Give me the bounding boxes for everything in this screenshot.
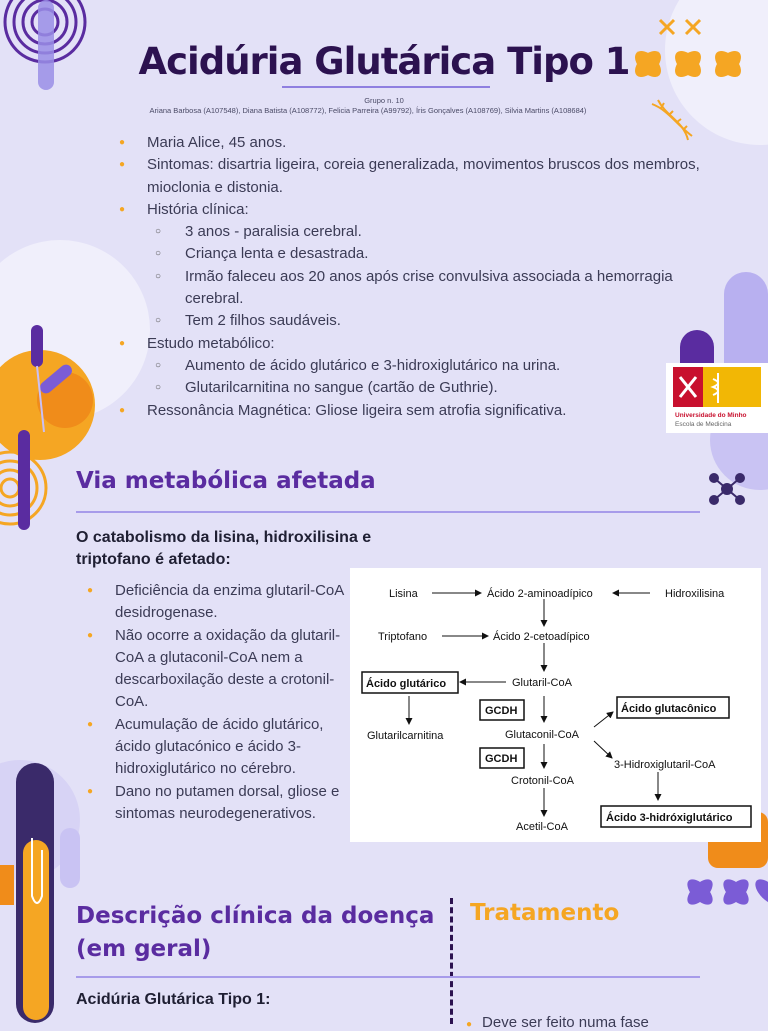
case-item: ● História clínica: — [115, 199, 715, 221]
group-number: Grupo n. 10 — [364, 96, 404, 105]
page-title: Acidúria Glutárica Tipo 1 — [138, 40, 630, 83]
case-item: ● Sintomas: disartria ligeira, coreia generalizada, movimentos bruscos dos membros, mioclonia e distonia. — [115, 154, 715, 199]
university-logo — [666, 363, 768, 433]
node-aminoadipico: Ácido 2-aminoadípico — [487, 588, 593, 600]
pathway-svg — [350, 568, 761, 842]
via-subtitle: O catabolismo da lisina, hidroxilisina e triptofano é afetado: — [76, 529, 372, 568]
petal-pattern-purple-icon — [683, 875, 768, 909]
node-acido-glutaconico: Ácido glutacônico — [621, 703, 717, 715]
node-lisina: Lisina — [389, 588, 418, 600]
case-item: ● Maria Alice, 45 anos. — [115, 132, 715, 154]
via-list — [83, 580, 348, 825]
section-divider — [76, 511, 700, 513]
pathway-diagram — [350, 568, 761, 842]
title-underline — [282, 86, 490, 88]
pathway-boxes — [362, 672, 751, 827]
node-acetil-coa: Acetil-CoA — [516, 821, 568, 833]
via-item: ● Acumulação de ácido glutárico, ácido glutacónico e ácido 3-hidroxiglutárico no cérebro. — [83, 714, 348, 781]
via-item: ● Dano no putamen dorsal, gliose e sintomas neurodegenerativos. — [83, 781, 348, 826]
case-subitem: ○ Irmão faleceu aos 20 anos após crise convulsiva associada a hemorragia cerebral. — [115, 266, 715, 311]
section-title-tratamento: Tratamento — [470, 900, 620, 926]
case-subitem: ○ Criança lenta e desastrada. — [115, 243, 715, 265]
column-divider — [450, 898, 453, 1024]
node-acido-hidroxiglutarico: Ácido 3-hidróxiglutárico — [606, 812, 733, 824]
node-glutarilcarnitina: Glutarilcarnitina — [367, 730, 444, 742]
node-glutaril-coa: Glutaril-CoA — [512, 677, 572, 689]
node-hidroxiglutaril-coa: 3-Hidroxiglutaril-CoA — [614, 759, 716, 771]
descricao-subtitle: Acidúria Glutárica Tipo 1: — [76, 991, 271, 1008]
network-icon — [710, 474, 744, 504]
node-cetoadipico: Ácido 2-cetoadípico — [493, 631, 590, 643]
case-subitem: ○ Tem 2 filhos saudáveis. — [115, 310, 715, 332]
case-subitem: ○ 3 anos - paralisia cerebral. — [115, 221, 715, 243]
section-divider-bottom — [76, 976, 700, 978]
case-item: ● Estudo metabólico: — [115, 333, 715, 355]
authors-line: Ariana Barbosa (A107548), Diana Batista (A108772), Felicia Parreira (A99792), Íris Gonçalves (A108769), Silvia Martins (A108684) — [149, 106, 587, 115]
via-item: ● Deficiência da enzima glutaril-CoA desidrogenase. — [83, 580, 348, 625]
via-item: ● Não ocorre a oxidação da glutaril-CoA a glutaconil-CoA nem a descarboxilação deste a crotonil-CoA. — [83, 625, 348, 714]
case-list — [115, 132, 715, 422]
tratamento-line: Deve ser feito numa fase — [482, 1014, 649, 1031]
section-title-via: Via metabólica afetada — [76, 468, 376, 494]
node-crotonil-coa: Crotonil-CoA — [511, 775, 574, 787]
section-title-descricao: Descrição clínica da doença (em geral) — [76, 903, 435, 962]
node-triptofano: Triptofano — [378, 631, 428, 643]
case-subitem: ○ Glutarilcarnitina no sangue (cartão de Guthrie). — [115, 377, 715, 399]
node-gcdh-2: GCDH — [485, 753, 518, 765]
logo-line1: Universidade do Minho — [675, 412, 747, 419]
case-item: ● Ressonância Magnética: Gliose ligeira sem atrofia significativa. — [115, 400, 715, 422]
logo-line2: Escola de Medicina — [675, 421, 732, 428]
node-glutaconil-coa: Glutaconil-CoA — [505, 729, 579, 741]
node-hidroxilisina: Hidroxilisina — [665, 588, 725, 600]
tratamento-text — [466, 1014, 649, 1031]
node-acido-glutarico: Ácido glutárico — [366, 678, 447, 690]
case-subitem: ○ Aumento de ácido glutárico e 3-hidroxiglutárico na urina. — [115, 355, 715, 377]
node-gcdh-1: GCDH — [485, 705, 518, 717]
bullet-icon: ● — [466, 1019, 473, 1030]
